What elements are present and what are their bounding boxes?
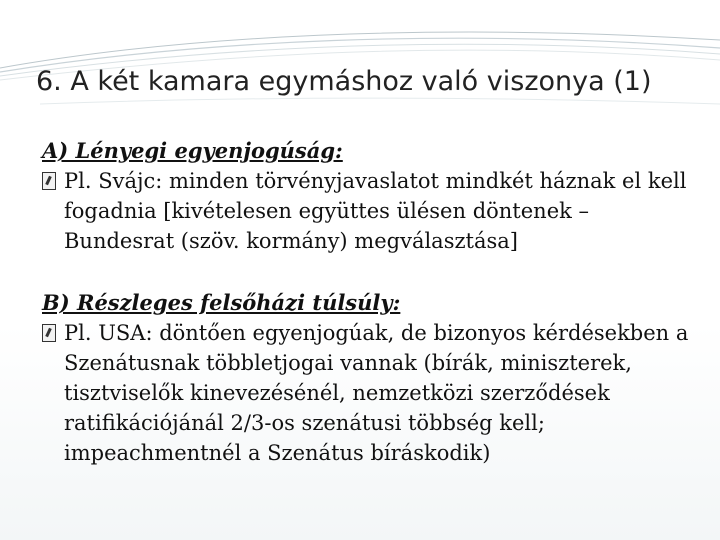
- bullet-text-a: Pl. Svájc: minden törvényjavaslatot mindkét háznak el kell fogadnia [kivételesen együttes ülésen döntenek – Bundesrat (szöv. kormány) megválasztása]: [64, 169, 687, 253]
- bullet-icon: [42, 324, 56, 342]
- bullet-item-b: [42, 318, 692, 468]
- slide-title: 6. A két kamara egymáshoz való viszonya (1): [36, 66, 652, 97]
- section-heading-a: A) Lényegi egyenjogúság:: [42, 138, 343, 163]
- section-heading-b: B) Részleges felsőházi túlsúly:: [42, 290, 401, 315]
- bullet-icon: [42, 172, 56, 190]
- bullet-text-b: Pl. USA: döntően egyenjogúak, de bizonyos kérdésekben a Szenátusnak többletjogai vannak (bírák, miniszterek, tisztviselők kinevezésénél, nemzetközi szerződések ratifikációjánál 2/3-os szenátusi többség kell; impeachmentnél a Szenátus bíráskodik): [64, 321, 689, 465]
- bullet-item-a: [42, 166, 692, 256]
- slide-content: [42, 136, 692, 468]
